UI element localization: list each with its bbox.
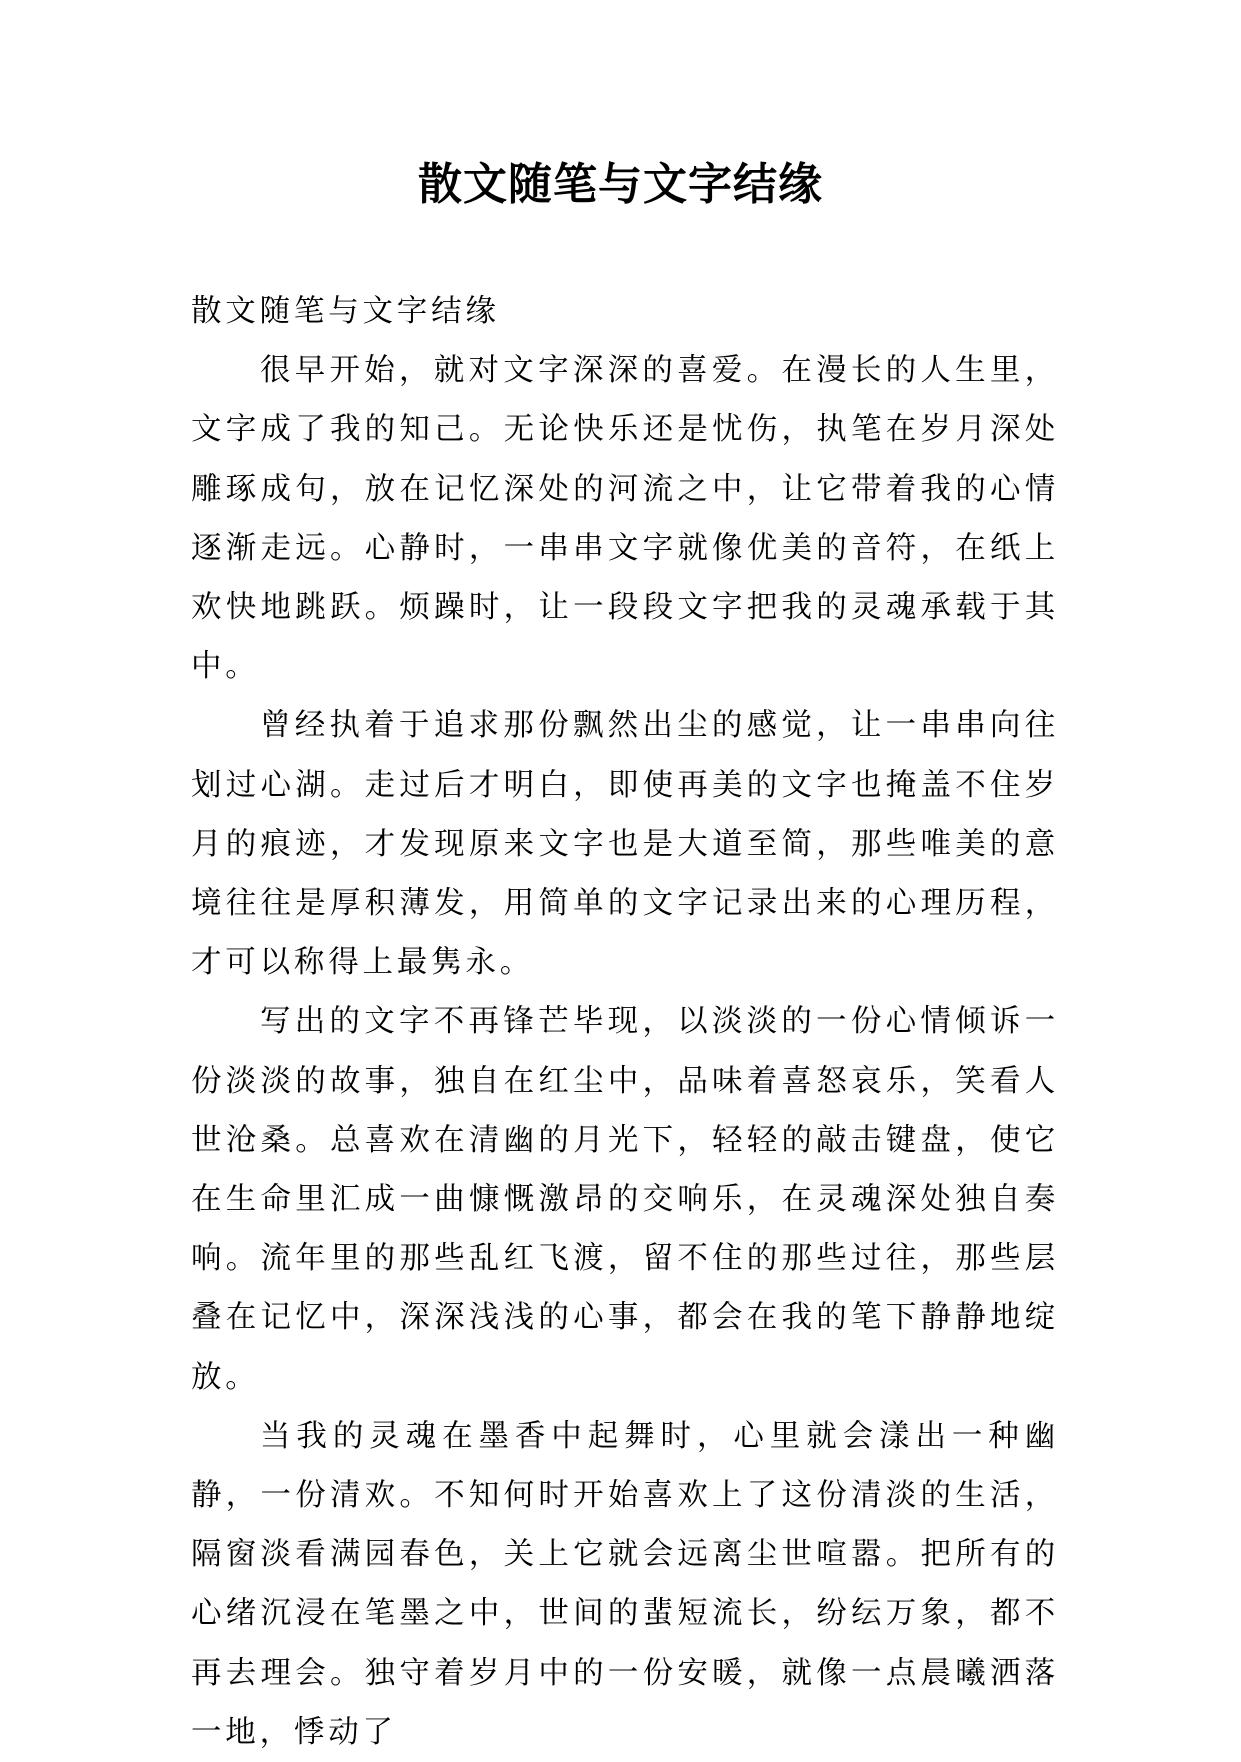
paragraph-1: 很早开始，就对文字深深的喜爱。在漫长的人生里，文字成了我的知己。无论快乐还是忧伤，执笔在岁月深处雕琢成句，放在记忆深处的河流之中，让它带着我的心情逐渐走远。心静时，一串串文字就像优美的音符，在纸上欢快地跳跃。烦躁时，让一段段文字把我的灵魂承载于其中。 <box>191 353 1059 685</box>
document-title: 散文随笔与文字结缘 <box>418 159 823 210</box>
document-body <box>191 282 1059 1762</box>
article-subtitle: 散文随笔与文字结缘 <box>191 294 500 329</box>
paragraph-4: 当我的灵魂在墨香中起舞时，心里就会漾出一种幽静，一份清欢。不知何时开始喜欢上了这份清淡的生活，隔窗淡看满园春色，关上它就会远离尘世喧嚣。把所有的心绪沉浸在笔墨之中，世间的蜚短流长，纷纭万象，都不再去理会。独守着岁月中的一份安暖，就像一点晨曦洒落一地，悸动了 <box>191 1418 1059 1750</box>
paragraph-3: 写出的文字不再锋芒毕现，以淡淡的一份心情倾诉一份淡淡的故事，独自在红尘中，品味着喜怒哀乐，笑看人世沧桑。总喜欢在清幽的月光下，轻轻的敲击键盘，使它在生命里汇成一曲慷慨激昂的交响乐，在灵魂深处独自奏响。流年里的那些乱红飞渡，留不住的那些过往，那些层叠在记忆中，深深浅浅的心事，都会在我的笔下静静地绽放。 <box>191 1004 1059 1395</box>
paragraph-2: 曾经执着于追求那份飘然出尘的感觉，让一串串向往划过心湖。走过后才明白，即使再美的文字也掩盖不住岁月的痕迹，才发现原来文字也是大道至简，那些唯美的意境往往是厚积薄发，用简单的文字记录出来的心理历程，才可以称得上最隽永。 <box>191 708 1059 981</box>
